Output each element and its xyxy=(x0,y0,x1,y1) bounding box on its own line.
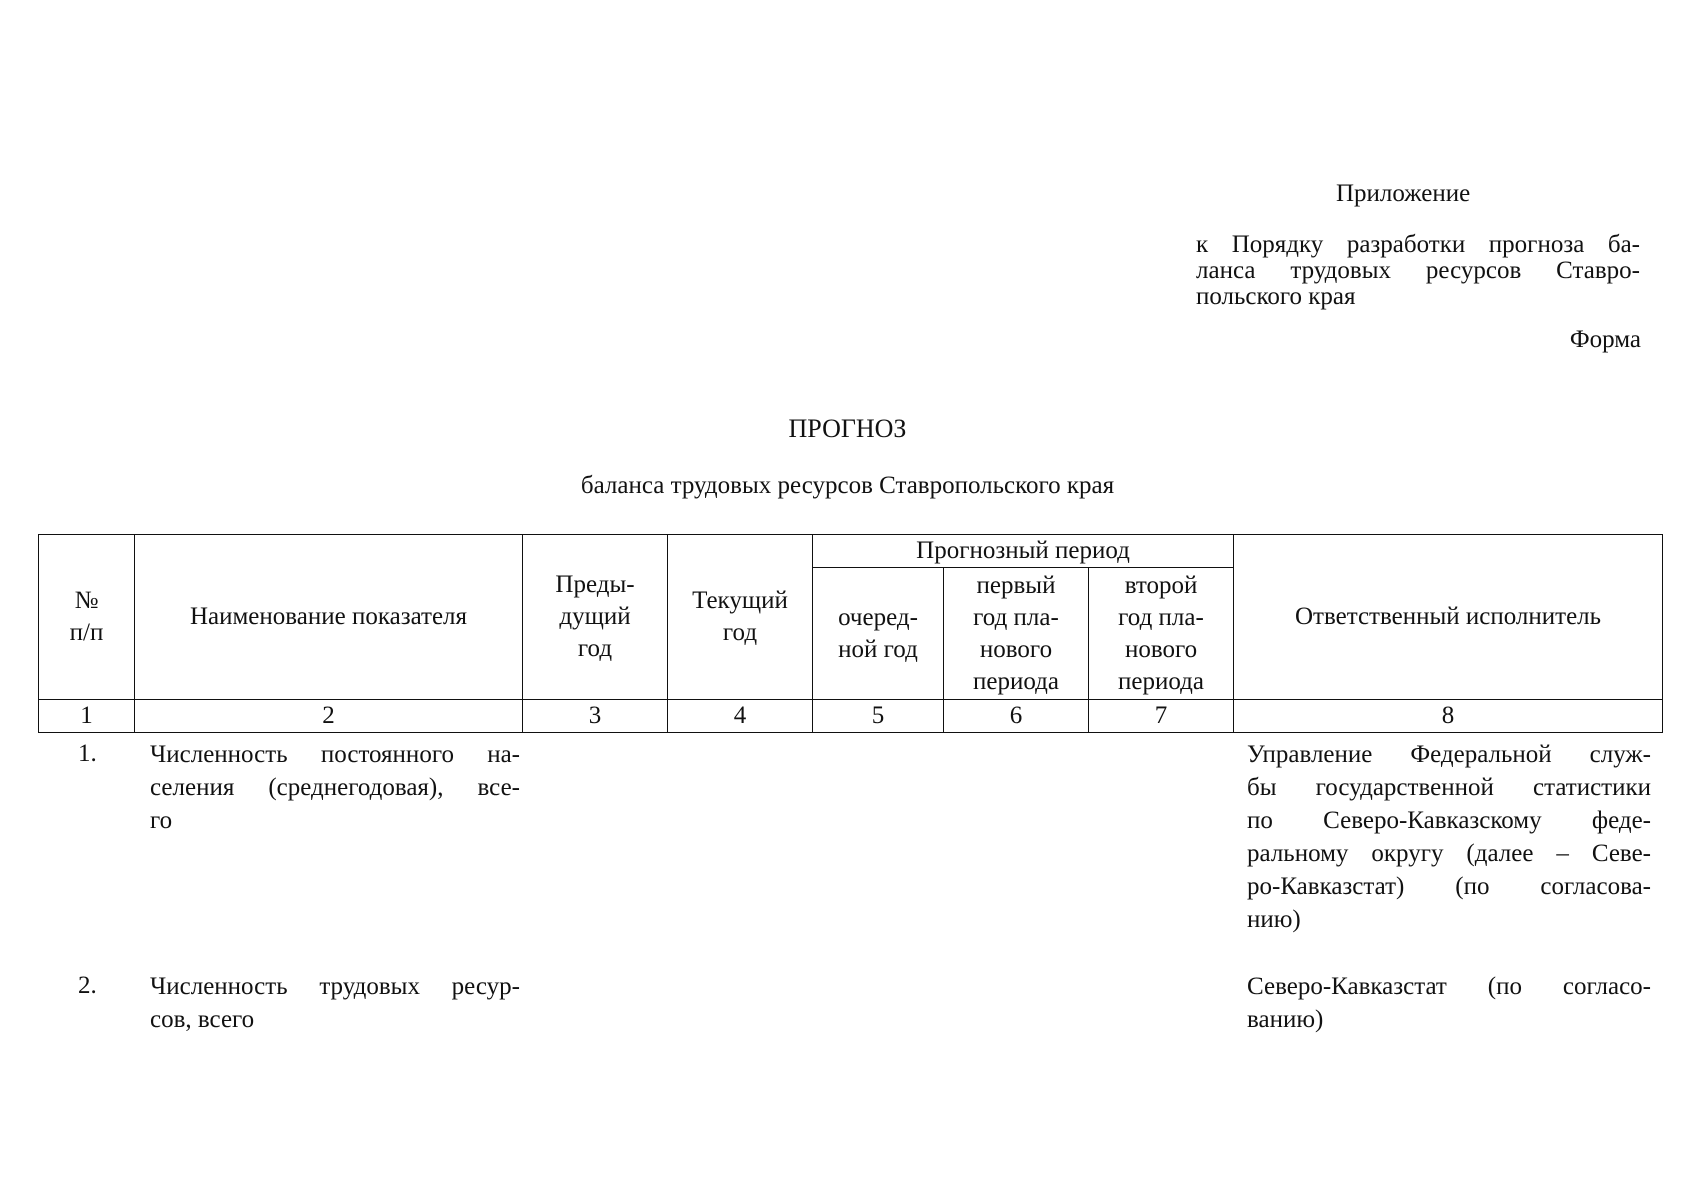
header-first-plan-year: первый год пла- нового периода xyxy=(944,568,1089,700)
appendix-title: Приложение xyxy=(1336,180,1471,207)
header-second-plan-year: второй год пла- нового периода xyxy=(1089,568,1234,700)
header-current-year: Текущий год xyxy=(668,535,813,700)
row-responsible: Управление Федеральной служ- бы государственной статистики по Северо-Кавказскому феде- ральному округу (далее – Севе- ро-Кавказстат) (по согласова- нию) xyxy=(1247,741,1651,933)
header-forecast-period: Прогнозный период xyxy=(813,535,1234,568)
document-subtitle: баланса трудовых ресурсов Ставропольского края xyxy=(580,472,1115,499)
row-number: 2. xyxy=(78,972,97,999)
header-next-year: очеред- ной год xyxy=(813,568,944,700)
forecast-table-header xyxy=(38,534,1663,733)
appendix-ref-line: к Порядку разработки прогноза ба- xyxy=(1196,231,1640,258)
column-number: 3 xyxy=(523,700,668,733)
header-previous-year: Преды- дущий год xyxy=(523,535,668,700)
column-number: 2 xyxy=(135,700,523,733)
column-number: 7 xyxy=(1089,700,1234,733)
document-title: ПРОГНОЗ xyxy=(788,414,907,443)
column-number: 4 xyxy=(668,700,813,733)
row-indicator-name: Численность трудовых ресур- сов, всего xyxy=(150,973,520,1033)
header-indicator-name: Наименование показателя xyxy=(135,535,523,700)
appendix-ref-line: польского края xyxy=(1196,283,1356,310)
column-number: 6 xyxy=(944,700,1089,733)
column-number: 5 xyxy=(813,700,944,733)
row-responsible: Северо-Кавказстат (по согласо- ванию) xyxy=(1247,973,1651,1033)
row-number: 1. xyxy=(78,740,97,767)
row-indicator-name: Численность постоянного на- селения (среднегодовая), все- го xyxy=(150,741,520,834)
appendix-ref-line: ланса трудовых ресурсов Ставро- xyxy=(1196,257,1640,284)
appendix-reference xyxy=(1196,232,1640,310)
header-num: № п/п xyxy=(39,535,135,700)
column-number: 1 xyxy=(39,700,135,733)
header-responsible: Ответственный исполнитель xyxy=(1234,535,1663,700)
form-label: Форма xyxy=(1569,326,1641,353)
column-number: 8 xyxy=(1234,700,1663,733)
